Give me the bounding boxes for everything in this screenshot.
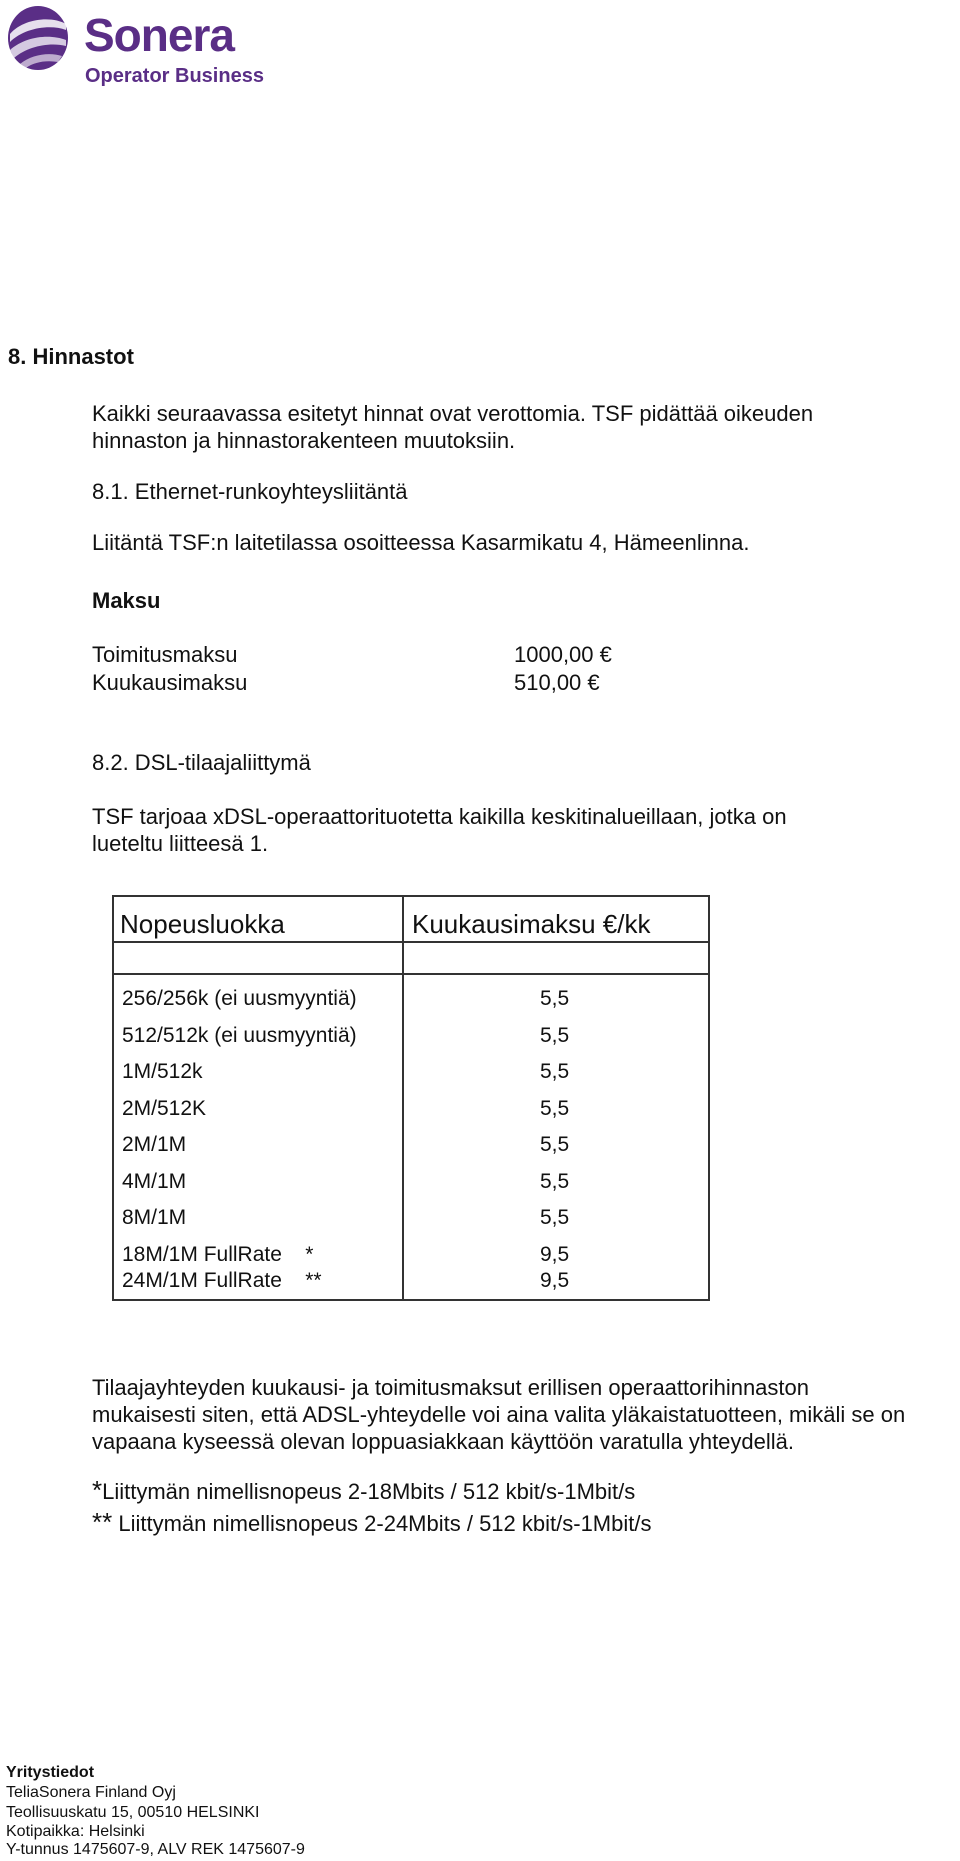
footnote-1-text: Liittymän nimellisnopeus 2-18Mbits / 512 kbit/s-1Mbit/s — [102, 1479, 636, 1504]
table-row — [112, 1018, 710, 1055]
table-header-divider — [402, 895, 404, 975]
table-row — [112, 1127, 710, 1164]
logo-brand: Sonera — [84, 9, 234, 61]
row-speed: 24M/1M FullRate ** — [122, 1269, 322, 1292]
table-row — [112, 1054, 710, 1091]
row-price: 5,5 — [540, 1169, 570, 1193]
row-speed: 8M/1M — [122, 1206, 187, 1229]
ethernet-location: Liitäntä TSF:n laitetilassa osoitteessa Kasarmikatu 4, Hämeenlinna. — [92, 530, 750, 555]
table-row — [112, 1200, 710, 1237]
footer-company: TeliaSonera Finland Oyj — [6, 1784, 176, 1801]
row-price: 5,5 — [540, 1133, 570, 1156]
note-line-2: mukaisesti siten, että ADSL-yhteydelle voi aina valita yläkaistatuotteen, mikäli se on — [92, 1402, 906, 1427]
fee-heading: Maksu — [92, 588, 161, 613]
footer-address: Teollisuuskatu 15, 00510 HELSINKI — [6, 1804, 260, 1821]
ethernet-heading: 8.1. Ethernet-runkoyhteysliitäntä — [92, 479, 408, 504]
sonera-logo — [6, 4, 306, 94]
footnote-1-mark: * — [92, 1475, 103, 1505]
footnote-2-text: Liittymän nimellisnopeus 2-24Mbits / 512 kbit/s-1Mbit/s — [112, 1511, 652, 1536]
row-speed: 2M/1M — [122, 1133, 187, 1156]
row-speed: 256/256k (ei uusmyyntiä) — [122, 987, 357, 1010]
footnote-2-mark: ** — [92, 1507, 113, 1537]
table-header-rule — [112, 941, 710, 943]
row-price: 9,5 — [540, 1269, 570, 1292]
price-table — [112, 895, 710, 1301]
section-heading: 8. Hinnastot — [8, 344, 134, 369]
sonera-globe-icon — [6, 4, 70, 72]
dsl-heading: 8.2. DSL-tilaajaliittymä — [92, 750, 311, 775]
logo-tagline: Operator Business — [85, 65, 264, 87]
row-price: 5,5 — [540, 1206, 570, 1229]
footer-ids: Y-tunnus 1475607-9, ALV REK 1475607-9 — [6, 1841, 305, 1858]
table-empty-row-rule — [112, 973, 710, 975]
dsl-desc-line-1: TSF tarjoaa xDSL-operaattorituotetta kaikilla keskitinalueillaan, jotka on — [92, 804, 787, 829]
row-price: 5,5 — [540, 1023, 570, 1047]
table-row — [112, 1164, 710, 1201]
note-line-3: vapaana kyseessä olevan loppuasiakkaan käyttöön varatulla yhteydellä. — [92, 1429, 795, 1454]
note-line-1: Tilaajayhteyden kuukausi- ja toimitusmaksut erillisen operaattorihinnaston — [92, 1375, 809, 1400]
fee-label-delivery: Toimitusmaksu — [92, 642, 238, 667]
row-speed: 1M/512k — [122, 1060, 203, 1083]
intro-line-2: hinnaston ja hinnastorakenteen muutoksiin. — [92, 428, 516, 453]
row-price: 9,5 — [540, 1242, 570, 1266]
fee-value-monthly: 510,00 € — [514, 670, 600, 695]
table-header-speed: Nopeusluokka — [120, 909, 285, 939]
footer-domicile: Kotipaikka: Helsinki — [6, 1823, 145, 1840]
footer-heading: Yritystiedot — [6, 1764, 95, 1781]
table-row — [112, 981, 710, 1018]
row-price: 5,5 — [540, 1060, 570, 1083]
table-row — [112, 1091, 710, 1128]
fee-value-delivery: 1000,00 € — [514, 642, 612, 667]
row-speed: 4M/1M — [122, 1169, 187, 1193]
footnote-1 — [92, 1476, 635, 1506]
row-price: 5,5 — [540, 987, 570, 1010]
table-row — [112, 1263, 710, 1300]
row-price: 5,5 — [540, 1096, 570, 1120]
footnote-2 — [92, 1508, 651, 1538]
row-speed: 512/512k (ei uusmyyntiä) — [122, 1023, 357, 1047]
table-header-price: Kuukausimaksu €/kk — [412, 909, 651, 939]
row-speed: 2M/512K — [122, 1096, 207, 1120]
fee-label-monthly: Kuukausimaksu — [92, 670, 248, 695]
intro-line-1: Kaikki seuraavassa esitetyt hinnat ovat verottomia. TSF pidättää oikeuden — [92, 401, 814, 426]
row-speed: 18M/1M FullRate * — [122, 1242, 314, 1266]
dsl-desc-line-2: lueteltu liitteesä 1. — [92, 831, 269, 856]
